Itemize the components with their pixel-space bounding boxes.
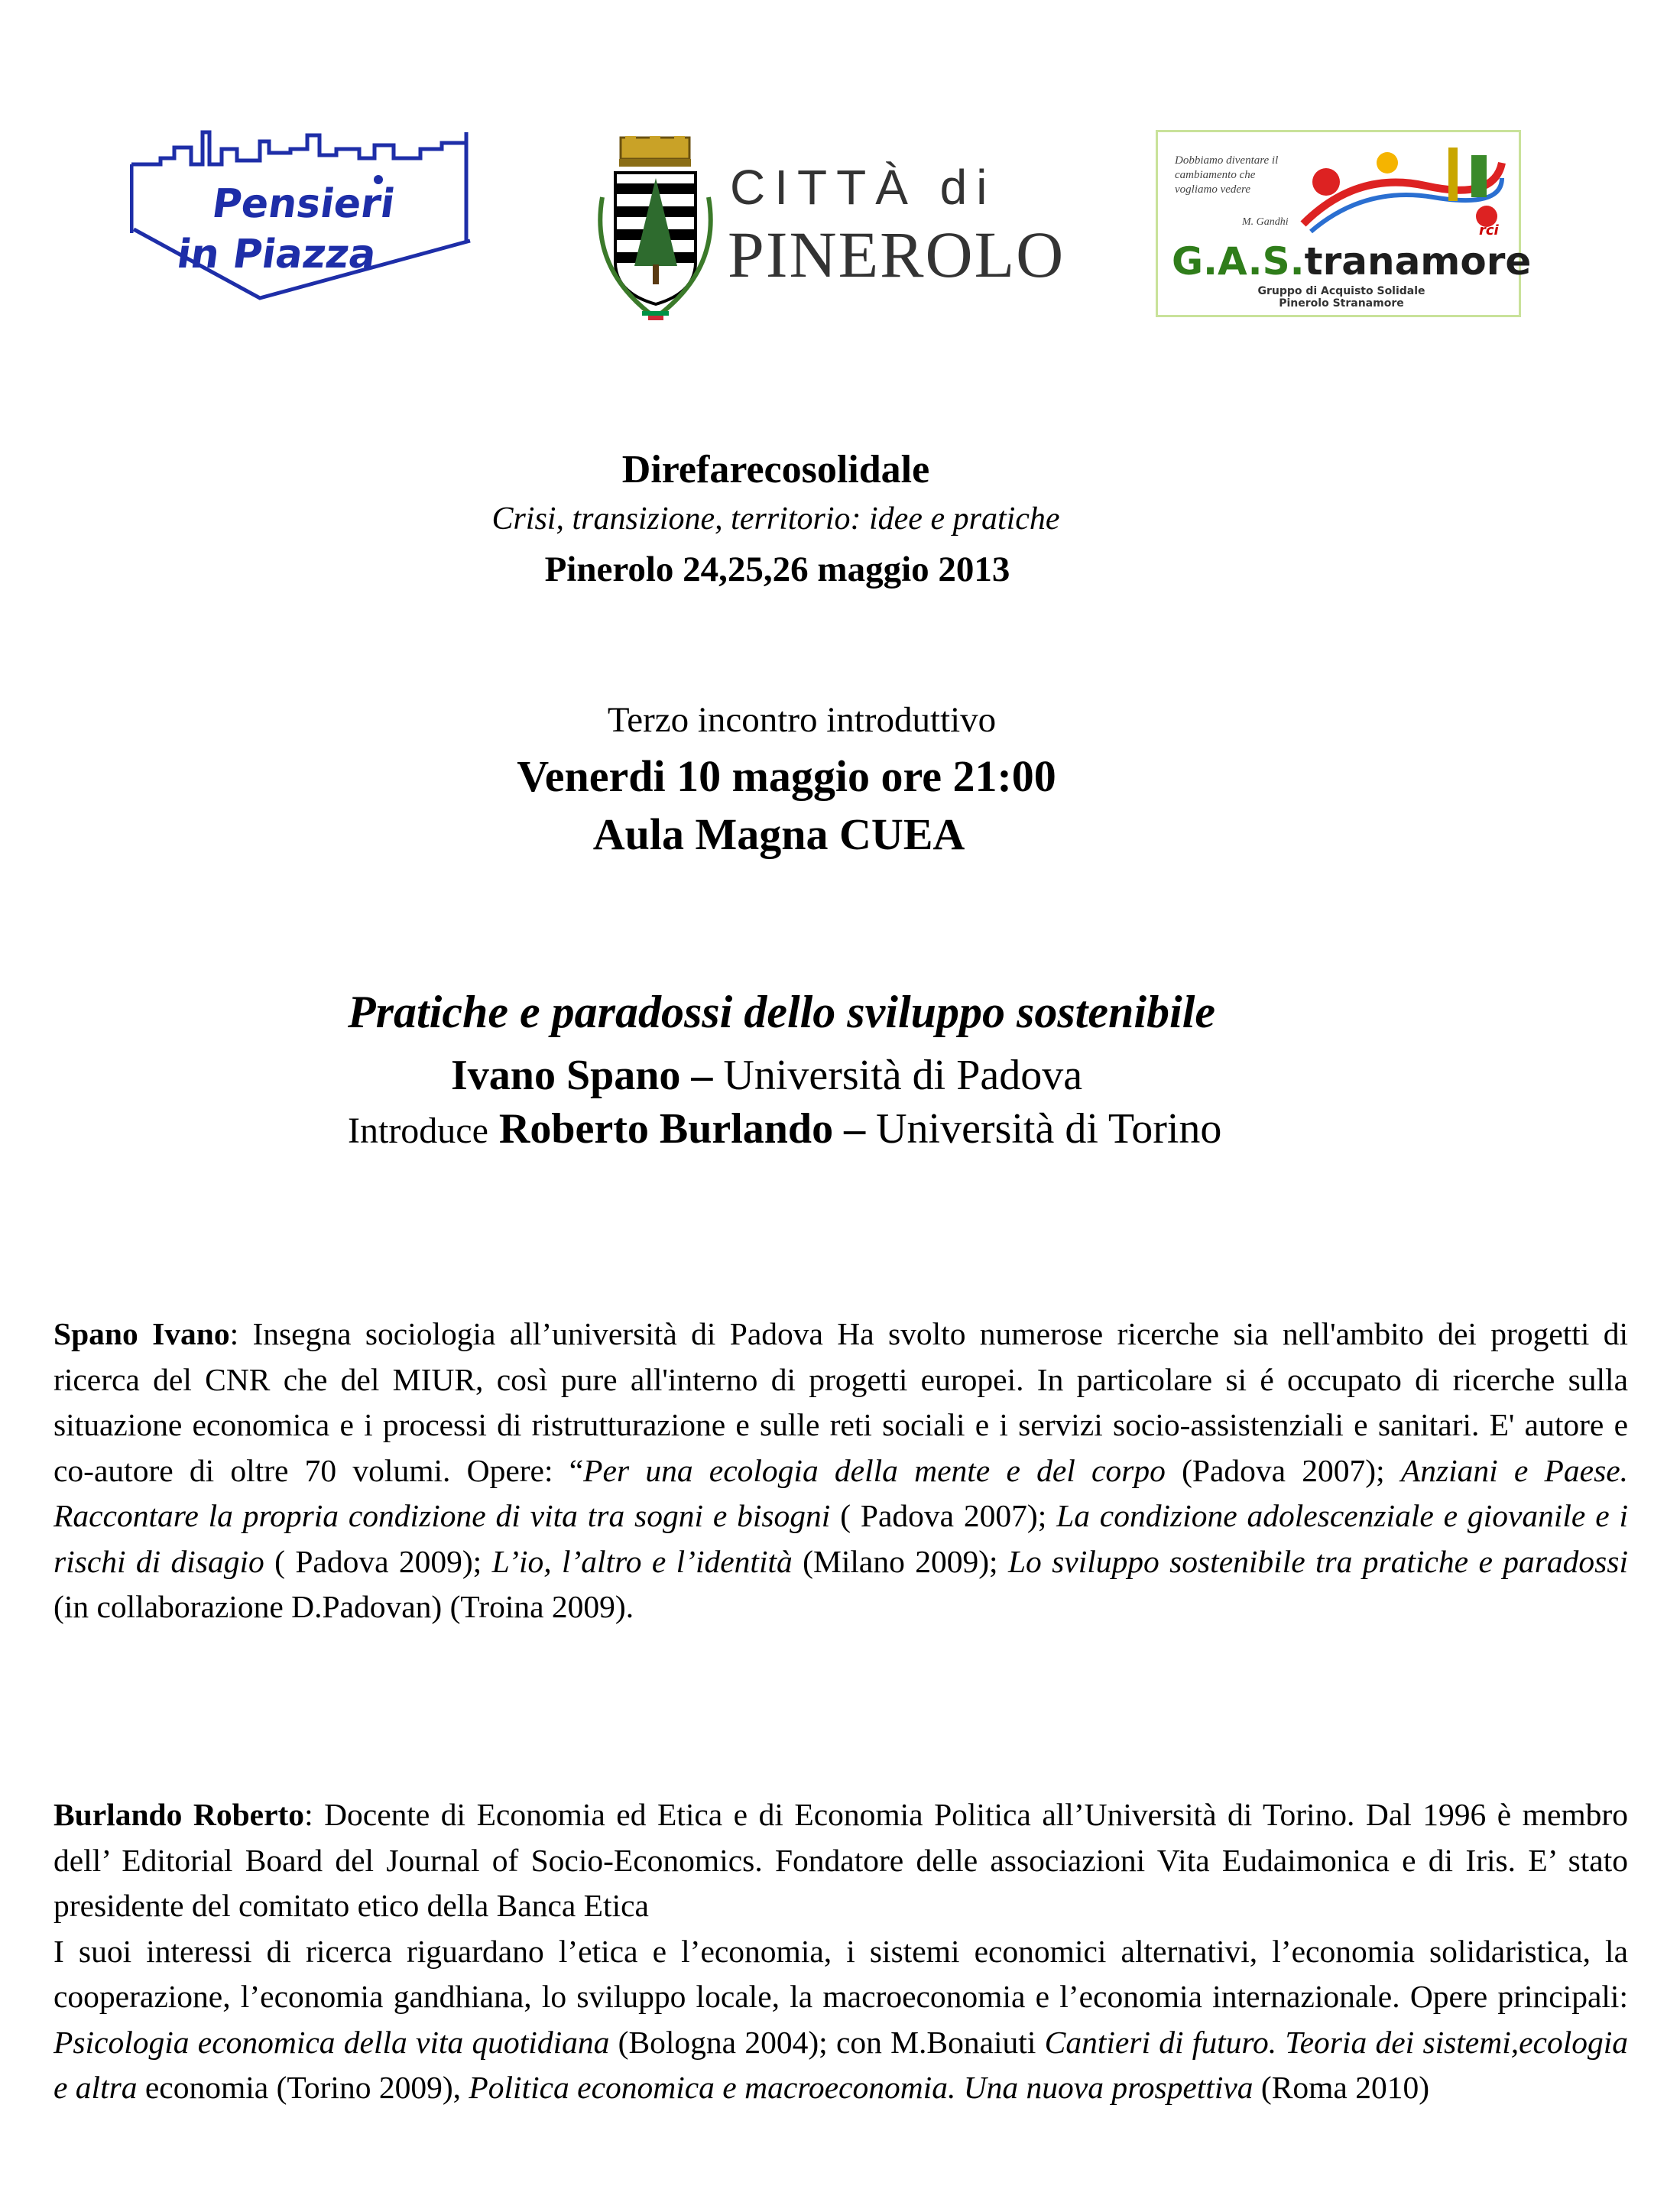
event-subtitle	[0, 501, 1680, 537]
event-title-text: Direfarecosolidale	[621, 448, 930, 491]
gas-logo-quote: Dobbiamo diventare il cambiamento che vogliamo vedere	[1175, 154, 1279, 196]
bio-spano-text-3: ( Padova 2007);	[830, 1498, 1057, 1533]
pensieri-logo-line2: in Piazza	[174, 232, 379, 277]
talk-title: Pratiche e paradossi dello sviluppo sostenibile	[348, 987, 1215, 1037]
pensieri-in-piazza-logo	[130, 126, 489, 329]
bio-spano-text-5: (Milano 2009);	[792, 1543, 1008, 1579]
gas-logo-tagline	[1211, 285, 1471, 310]
bio-burlando-work-1: Psicologia economica della vita quotidiana	[54, 2024, 610, 2060]
talk-intro-name: Roberto Burlando	[498, 1105, 834, 1153]
pensieri-logo-line1: Pensieri	[209, 181, 398, 227]
gas-logo-badge: rci	[1479, 222, 1499, 238]
gas-logo-name-main: tranamore	[1304, 239, 1532, 284]
gas-logo-name	[1172, 239, 1531, 284]
talk-intro-sep: –	[844, 1105, 866, 1153]
event-title	[0, 447, 1680, 492]
meeting-datetime-text: Venerdi 10 maggio ore 21:00	[517, 751, 1056, 801]
talk-speaker	[451, 1051, 1082, 1100]
gas-logo-tagline-1: Gruppo di Acquisto Solidale	[1257, 285, 1425, 297]
bio-spano-work-1: Per una ecologia della mente e del corpo	[583, 1452, 1166, 1488]
event-dates	[0, 549, 1680, 590]
bio-burlando-text-5: (Roma 2010)	[1253, 2070, 1430, 2105]
pensieri-logo-graphic	[130, 126, 489, 329]
citta-di-pinerolo-logo	[589, 136, 1070, 327]
talk-intro-affil: Università di Torino	[876, 1105, 1222, 1153]
talk-intro-label: Introduce	[348, 1111, 488, 1151]
meeting-datetime	[0, 751, 1680, 802]
bio-spano-work-2: Anziani e Paese. Raccontare la propria condizione di vita tra sogni e bisogni	[54, 1452, 1629, 1533]
meeting-place-text: Aula Magna CUEA	[592, 809, 965, 859]
gas-logo-illustration-icon	[1296, 140, 1510, 243]
gas-logo-name-prefix: G.A.S.	[1172, 239, 1305, 284]
bio-burlando-work-2: Cantieri di futuro. Teoria dei sistemi,ecologia e altra	[54, 2024, 1628, 2105]
bio-burlando-text-2: I suoi interessi di ricerca riguardano l’etica e l’economia, i sistemi economici alternativi, l’economia solidaristica, la cooperazione, l’economia gandhiana, lo sviluppo locale, la macroeconomia e l’economia internazionale. Opere principali:	[54, 1933, 1628, 2014]
gas-logo-tagline-2: Pinerolo Stranamore	[1279, 297, 1404, 310]
event-subtitle-text: Crisi, transizione, territorio: idee e pratiche	[491, 501, 1060, 537]
bio-spano-work-5: Lo sviluppo sostenibile tra pratiche e paradossi	[1007, 1543, 1628, 1579]
meeting-label	[0, 699, 1680, 741]
bio-spano-name: Spano Ivano	[54, 1316, 230, 1351]
bio-spano	[54, 1312, 1628, 1630]
citta-logo-line2: PINEROLO	[728, 218, 1065, 291]
bio-burlando-text-4: economia (Torino 2009),	[137, 2070, 469, 2105]
bio-spano-text-4: ( Padova 2009);	[264, 1543, 492, 1579]
bio-spano-text-1: : Insegna sociologia all’università di Padova Ha svolto numerose ricerche sia nell'ambito dei progetti di ricerca del CNR che del MIUR, così pure all'interno di progetti europei. In particolare si é occupato di ricerche sulla situazione economica e i processi di ristrutturazione e sulle reti sociali e i servizi socio-assistenziali e sanitari. E' autore e co-autore di oltre 70 volumi. Opere: “	[54, 1316, 1628, 1488]
bio-burlando-text-3: (Bologna 2004); con M.Bonaiuti	[609, 2024, 1045, 2060]
pinerolo-coat-of-arms-icon	[589, 136, 722, 327]
bio-burlando-paragraph-1	[54, 1792, 1628, 1929]
meeting-label-text: Terzo incontro introduttivo	[607, 700, 997, 740]
talk-speaker-affil: Università di Padova	[723, 1052, 1083, 1099]
bio-spano-work-4: L’io, l’altro e l’identità	[491, 1543, 793, 1579]
meeting-place	[0, 809, 1680, 860]
talk-speaker-name: Ivano Spano	[451, 1052, 681, 1099]
bio-burlando-paragraph-2	[54, 1929, 1628, 2111]
talk-speaker-sep: –	[691, 1052, 713, 1099]
bio-burlando-text-1: : Docente di Economia ed Etica e di Economia Politica all’Università di Torino. Dal 1996 è membro dell’ Editorial Board del Journal of Socio-Economics. Fondatore delle associazioni Vita Eudaimonica e di Iris. E’ stato presidente del comitato etico della Banca Etica	[54, 1797, 1628, 1923]
bio-burlando	[54, 1792, 1628, 2111]
bio-spano-text-2: (Padova 2007);	[1165, 1452, 1401, 1488]
bio-spano-text-6: (in collaborazione D.Padovan) (Troina 2009).	[54, 1589, 634, 1624]
event-dates-text: Pinerolo 24,25,26 maggio 2013	[544, 550, 1010, 589]
talk-intro	[348, 1104, 1221, 1153]
bio-spano-paragraph	[54, 1312, 1628, 1630]
bio-burlando-name: Burlando Roberto	[54, 1797, 305, 1832]
gas-logo-quote-author: M. Gandhi	[1242, 216, 1289, 228]
bio-burlando-work-3: Politica economica e macroeconomia. Una nuova prospettiva	[469, 2070, 1254, 2105]
citta-logo-line1: CITTÀ di	[730, 160, 997, 215]
bio-spano-work-3: La condizione adolescenziale e giovanile e i rischi di disagio	[54, 1498, 1629, 1579]
gas-stranamore-logo	[1156, 130, 1532, 317]
